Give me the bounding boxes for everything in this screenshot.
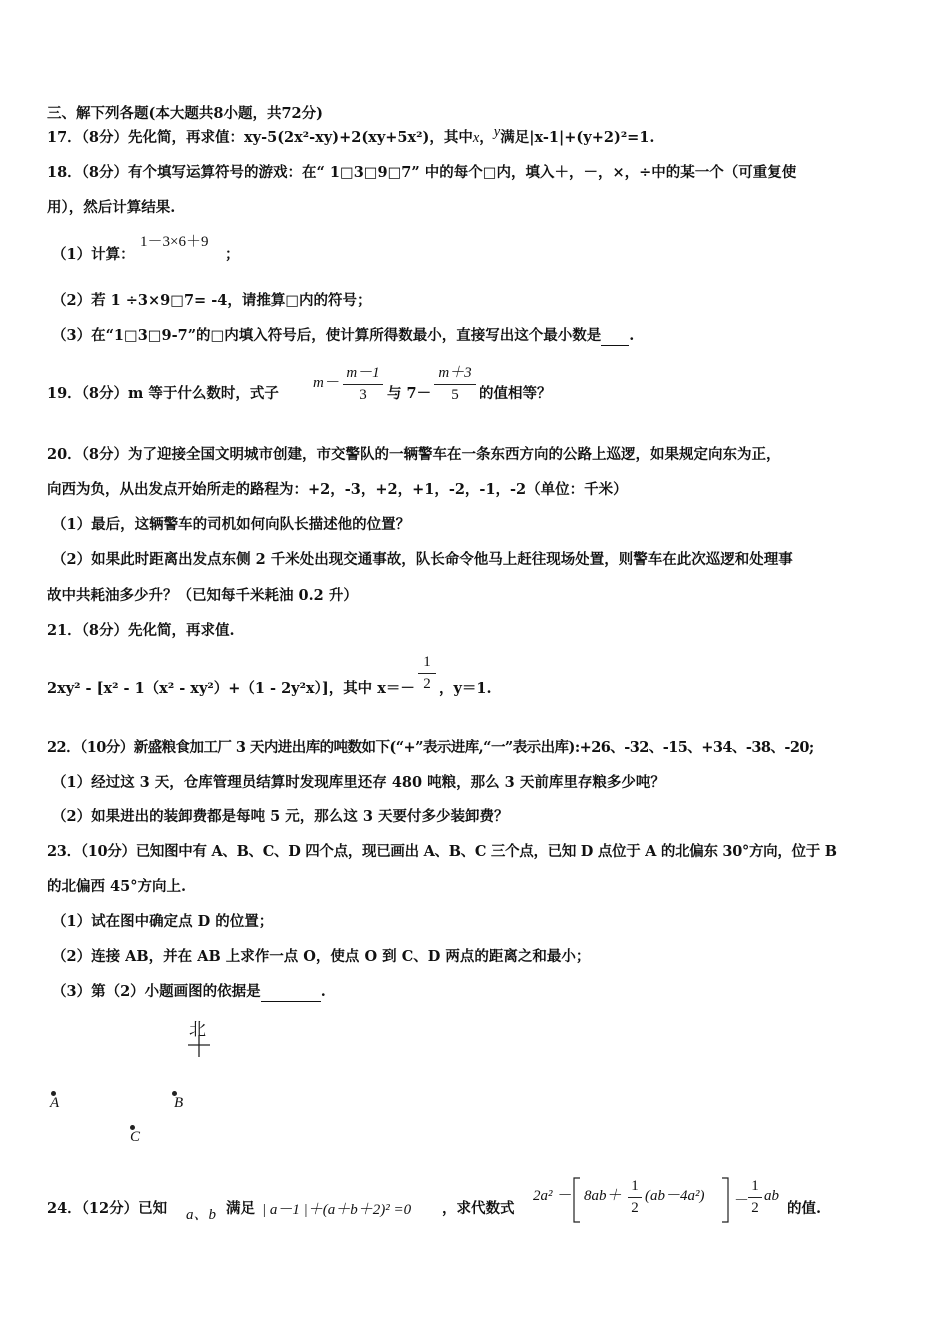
q21-fraction-denominator: 2 — [423, 676, 431, 692]
q18-part3 — [52, 326, 634, 346]
q23-part2: （2）连接 AB，并在 AB 上求作一点 O，使点 O 到 C、D 两点的距离之和最小； — [52, 948, 591, 965]
q22-part1: （1）经过这 3 天，仓库管理员结算时发现库里还存 480 吨粮，那么 3 天前库里存粮多少吨？ — [52, 774, 665, 791]
right-bracket-icon — [720, 1177, 730, 1223]
q24-expr-minus: － — [734, 1193, 750, 1209]
q23-part3-end: . — [320, 983, 326, 1000]
q21-expression: 2xy² - [x² - 1（x² - xy²）+（1 - 2y²x）]，其中 x＝－ — [47, 680, 415, 697]
q23-part3 — [52, 982, 326, 1002]
q24-condition: | a－1 |＋(a＋b＋2)² =0 — [262, 1202, 412, 1218]
q24-half2-bar — [748, 1197, 762, 1198]
point-b-label: B — [174, 1095, 184, 1111]
q17-sep: ， — [479, 129, 494, 146]
q18-line1: 18．（8分）有个填写运算符号的游戏：在“ 1□3□9□7” 中的每个□内，填入＋，－，×，÷中的某一个（可重复使 — [47, 164, 797, 181]
q21-fraction-numerator: 1 — [423, 654, 431, 670]
q24-text-mid: 满足 — [226, 1200, 255, 1217]
q19-text-mid: 与 7－ — [387, 385, 432, 402]
q23-line1: 23．（10分）已知图中有 A、B、C、D 四个点，现已画出 A、B、C 三个点，已知 D 点位于 A 的北偏东 30°方向，位于 B — [47, 843, 837, 860]
q18-part2: （2）若 1 ÷3×9□7= -4，请推算□内的符号； — [52, 292, 372, 309]
point-c-label: C — [130, 1129, 141, 1145]
q18-part1 — [52, 245, 135, 265]
q24-expr-term1: 2a² － — [533, 1188, 572, 1204]
q18-line2: 用），然后计算结果. — [47, 199, 176, 216]
q17-var-y: y — [493, 124, 501, 140]
q24-variables: a、b — [186, 1207, 217, 1223]
q18-part1-expression: 1－3×6＋9 — [140, 234, 209, 250]
q22-part2: （2）如果进出的装卸费都是每吨 5 元，那么这 3 天要付多少装卸费？ — [52, 808, 509, 825]
q23-part3-text: （3）第（2）小题画图的依据是 — [52, 983, 261, 1000]
q19-fraction-2-numerator: m＋3 — [438, 365, 472, 381]
q20-line2: 向西为负，从出发点开始所走的路程为：+2，-3，+2，+1，-2，-1，-2（单位：千米） — [47, 481, 628, 498]
q18-answer-blank — [601, 331, 629, 346]
q24-half-numerator: 1 — [631, 1178, 639, 1194]
q18-part3-end: . — [629, 327, 635, 344]
left-bracket-icon — [572, 1177, 582, 1223]
q24-text-c: ，求代数式 — [442, 1200, 515, 1217]
north-cross-icon — [186, 1035, 212, 1059]
q17-text-end: 满足|x-1|+(y+2)²=1. — [500, 129, 655, 146]
section-header: 三、解下列各题(本大题共8小题，共72分) — [47, 105, 323, 122]
q23-answer-blank — [261, 987, 321, 1002]
q18-part3-text: （3）在“1□3□9-7”的□内填入符号后，使计算所得数最小，直接写出这个最小数是 — [52, 327, 602, 344]
q24-expr-ab: ab — [764, 1188, 779, 1204]
q24-half2-numerator: 1 — [751, 1178, 759, 1194]
q20-part1: （1）最后，这辆警车的司机如何向队长描述他的位置？ — [52, 516, 411, 533]
q19-fraction-1-bar — [343, 384, 383, 385]
q19-fraction-1-denominator: 3 — [359, 387, 367, 403]
q22-line1: 22．（10分）新盛粮食加工厂 3 天内进出库的吨数如下(“+”表示进库,“一”表示出库):+26、-32、-15、+34、-38、-20; — [47, 739, 814, 756]
q18-part1-label: （1）计算： — [52, 246, 135, 263]
q19-text: 19．（8分）m 等于什么数时，式子 — [47, 385, 279, 402]
q24-half-denominator: 2 — [631, 1200, 639, 1216]
q19-fraction-2-denominator: 5 — [451, 387, 459, 403]
q24-text: 24．（12分）已知 — [47, 1200, 168, 1217]
q20-line1: 20．（8分）为了迎接全国文明城市创建，市交警队的一辆警车在一条东西方向的公路上巡逻，如果规定向东为正， — [47, 446, 781, 463]
q19-fraction-2-bar — [434, 384, 476, 385]
q24-half-bar — [628, 1197, 642, 1198]
q17-text: 17．（8分）先化简，再求值：xy-5(2x²-xy)+2(xy+5x²)，其中 — [47, 129, 473, 146]
q17-var-x: x — [472, 130, 480, 146]
q19-text-end: 的值相等？ — [479, 385, 552, 402]
q18-part1-end: ； — [225, 246, 240, 263]
q19-fraction-1-numerator: m－1 — [346, 365, 380, 381]
north-label: 北 — [189, 1020, 206, 1040]
q20-part2-line2: 故中共耗油多少升？（已知每千米耗油 0.2 升） — [47, 587, 358, 604]
q24-half2-denominator: 2 — [751, 1200, 759, 1216]
question-17 — [47, 124, 655, 148]
q21-line1: 21．（8分）先化简，再求值. — [47, 622, 235, 639]
q23-part1: （1）试在图中确定点 D 的位置； — [52, 913, 274, 930]
q19-fraction-1 — [343, 361, 383, 404]
q24-expr-term2: 8ab＋ — [584, 1188, 622, 1204]
q19-fraction-2 — [434, 361, 476, 404]
q21-fraction — [418, 654, 436, 693]
q24-expr-term3: (ab－4a²) — [645, 1188, 705, 1204]
q23-line2: 的北偏西 45°方向上. — [47, 878, 187, 895]
q24-text-end: 的值. — [787, 1200, 822, 1217]
point-a-label: A — [50, 1095, 60, 1111]
q24-fraction-half — [628, 1178, 642, 1217]
q24-fraction-half-2 — [748, 1178, 762, 1217]
q21-fraction-bar — [418, 673, 436, 674]
q20-part2-line1: （2）如果此时距离出发点东侧 2 千米处出现交通事故，队长命令他马上赶往现场处置，则警车在此次巡逻和处理事 — [52, 551, 793, 568]
q19-m-minus: m－ — [313, 375, 339, 391]
q21-expression-end: ，y＝1. — [439, 680, 492, 697]
